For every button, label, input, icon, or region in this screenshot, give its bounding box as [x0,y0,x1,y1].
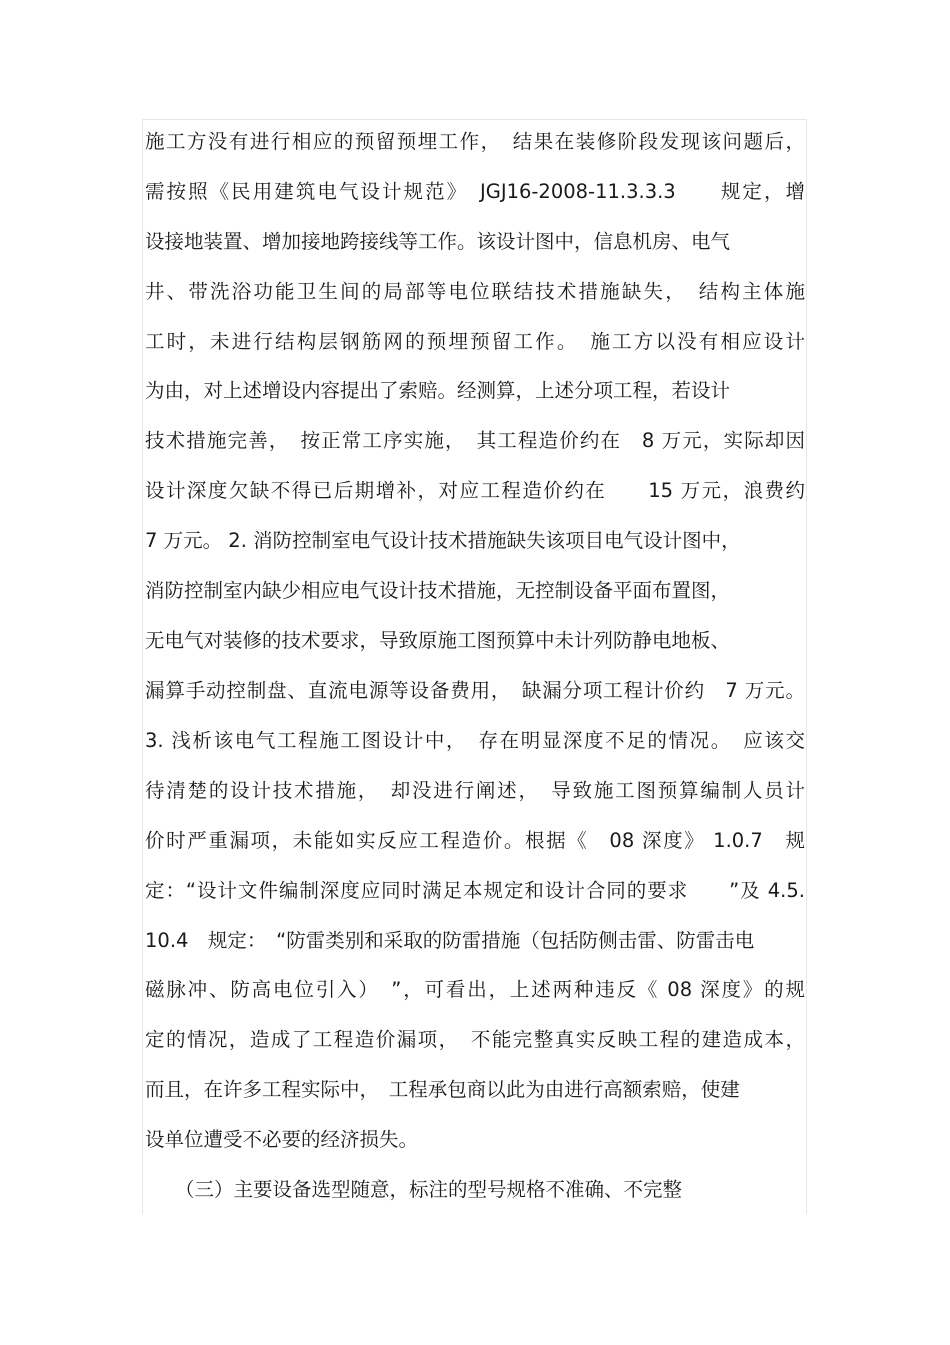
paragraph-line: 3. 浅析该电气工程施工图设计中， 存在明显深度不足的情况。 应该交 [145,729,805,752]
paragraph-line: 漏算手动控制盘、直流电源等设备费用， 缺漏分项工程计价约 7 万元。 [145,679,805,702]
paragraph-line: 为由，对上述增设内容提出了索赔。经测算，上述分项工程，若设计 [145,379,731,402]
paragraph-line: 定：“设计文件编制深度应同时满足本规定和设计合同的要求 ”及 4.5. [145,879,805,902]
paragraph-line: 设接地装置、增加接地跨接线等工作。该设计图中，信息机房、电气 [145,230,731,253]
paragraph-line: 10.4 规定： “防雷类别和采取的防雷措施（包括防侧击雷、防雷击电 [145,929,755,952]
paragraph-line: 技术措施完善， 按正常工序实施， 其工程造价约在 8 万元，实际却因 [145,429,805,452]
paragraph-line: 设单位遭受不必要的经济损失。 [145,1128,419,1151]
paragraph-line: 需按照《民用建筑电气设计规范》 JGJ16-2008-11.3.3.3 规定，增 [145,180,805,203]
paragraph-line: 定的情况，造成了工程造价漏项， 不能完整真实反映工程的建造成本， [145,1028,805,1051]
paragraph-line: 消防控制室内缺少相应电气设计技术措施，无控制设备平面布置图， [145,579,731,602]
paragraph-line: 设计深度欠缺不得已后期增补，对应工程造价约在 15 万元，浪费约 [145,479,805,502]
paragraph-line: 待清楚的设计技术措施， 却没进行阐述， 导致施工图预算编制人员计 [145,779,805,802]
paragraph-line: 井、带洗浴功能卫生间的局部等电位联结技术措施缺失， 结构主体施 [145,280,805,303]
section-heading: （三）主要设备选型随意，标注的型号规格不准确、不完整 [175,1178,683,1201]
paragraph-line: 而且，在许多工程实际中， 工程承包商以此为由进行高额索赔，使建 [145,1078,740,1101]
paragraph-line: 7 万元。 2. 消防控制室电气设计技术措施缺失该项目电气设计图中， [145,529,741,552]
paragraph-line: 施工方没有进行相应的预留预埋工作， 结果在装修阶段发现该问题后， [145,130,805,153]
paragraph-line: 工时，未进行结构层钢筋网的预埋预留工作。 施工方以没有相应设计 [145,330,805,353]
paragraph-line: 磁脉冲、防高电位引入） ”，可看出，上述两种违反《 08 深度》的规 [145,978,805,1001]
paragraph-line: 无电气对装修的技术要求，导致原施工图预算中未计列防静电地板、 [145,629,731,652]
paragraph-line: 价时严重漏项，未能如实反应工程造价。根据《 08 深度》 1.0.7 规 [145,829,805,852]
